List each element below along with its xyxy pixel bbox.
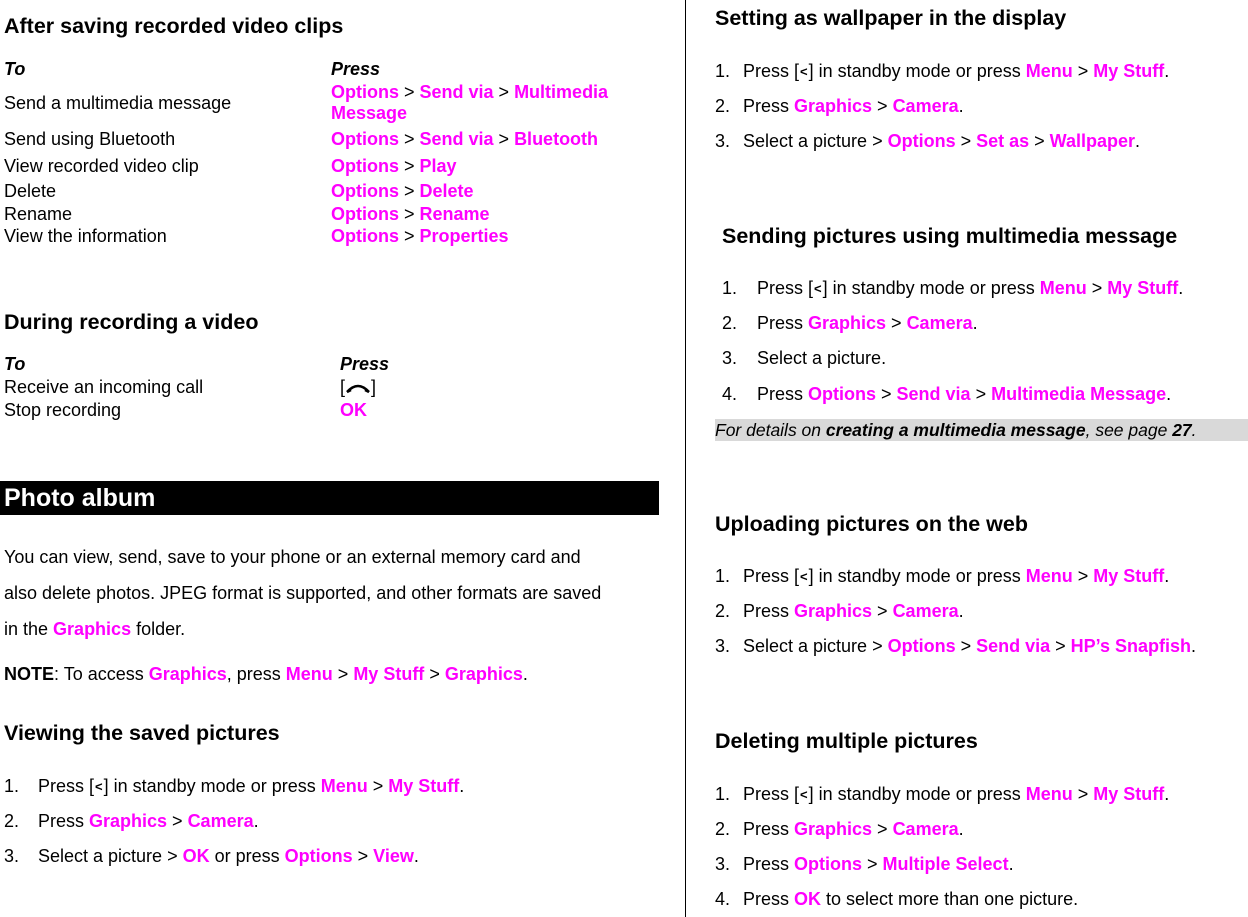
section-title-delete: Deleting multiple pictures <box>715 729 978 753</box>
step-text: Select a picture > Options > Set as > Wallpaper. <box>743 131 1141 151</box>
section-title-after-saving: After saving recorded video clips <box>4 14 344 38</box>
menu-path-item: Camera <box>892 96 959 116</box>
step-text: Select a picture > Options > Send via > HP’s Snapfish. <box>743 636 1197 656</box>
menu-path-item: Options <box>887 131 956 151</box>
step-text: Select a picture. <box>757 348 887 368</box>
menu-path-item: Options <box>331 129 399 149</box>
step-text: Press Graphics > Camera. <box>743 601 964 621</box>
step-text: Press Options > Send via > Multimedia Message. <box>757 384 1172 404</box>
step-number: 3. <box>715 636 731 656</box>
table-row-to: Send a multimedia message <box>4 93 232 113</box>
step-fragment: or press <box>209 846 285 866</box>
table-row-to: Stop recording <box>4 400 122 420</box>
menu-path-item: Graphics <box>794 601 873 621</box>
step-text <box>743 889 1078 910</box>
step-fragment: ] in standby mode or press <box>808 784 1026 804</box>
step-text: Press Graphics > Camera. <box>38 811 259 831</box>
column-divider <box>685 0 686 917</box>
back-key-icon: < <box>95 779 103 794</box>
paragraph-line: also delete photos. JPEG format is supported, and other formats are saved <box>4 583 602 603</box>
step-text: Select a picture > OK or press Options > View. <box>38 846 419 866</box>
menu-path-item: Multimedia <box>514 82 609 102</box>
menu-path-item: HP’s Snapfish <box>1070 636 1192 656</box>
step-fragment: Press <box>757 384 809 404</box>
table-row-press: Options > Send via > Multimedia Message <box>331 82 609 123</box>
menu-path-item: Menu <box>1025 784 1073 804</box>
column-header-to: To <box>4 59 26 79</box>
step-fragment: Press <box>757 313 809 333</box>
step-number: 4. <box>722 384 738 404</box>
note-text: . <box>1191 420 1197 440</box>
menu-path-item: Multiple Select <box>882 854 1009 874</box>
step-fragment: to select more than one picture. <box>821 889 1079 909</box>
menu-path-item: Multimedia Message <box>991 384 1167 404</box>
menu-path-item: Options <box>331 82 399 102</box>
step-fragment: Press [ <box>743 566 800 586</box>
paragraph-line: folder. <box>131 619 186 639</box>
table-row-to: Delete <box>4 181 57 201</box>
menu-path-item: OK <box>340 400 367 420</box>
menu-path-item: My Stuff <box>1107 278 1179 298</box>
menu-path-item: My Stuff <box>388 776 460 796</box>
menu-path-item: Options <box>794 854 863 874</box>
table-row-press: [ ] <box>340 377 377 397</box>
step-number: 1. <box>715 61 731 81</box>
step-number: 3. <box>715 854 731 874</box>
step-fragment: Press <box>743 601 795 621</box>
step-fragment: Press <box>743 854 795 874</box>
table-row-press: Options > Properties <box>331 226 509 246</box>
menu-path-item: Set as <box>976 131 1030 151</box>
step-fragment: Press [ <box>757 278 814 298</box>
menu-path-item: My Stuff <box>353 664 425 684</box>
menu-path-item: Send via <box>896 384 971 404</box>
menu-path-item: Graphics <box>808 313 887 333</box>
menu-path-item: Options <box>331 204 399 224</box>
table-row-press: Options > Send via > Bluetooth <box>331 129 599 149</box>
menu-path-item: Graphics <box>148 664 227 684</box>
step-fragment: Press <box>743 96 795 116</box>
menu-path-item: Graphics <box>444 664 523 684</box>
step-fragment: ] in standby mode or press <box>103 776 321 796</box>
table-row-to: View the information <box>4 226 167 246</box>
step-text: Press Graphics > Camera. <box>743 819 964 839</box>
menu-path-item: Camera <box>187 811 254 831</box>
note-line: NOTE: To access Graphics, press Menu > My Stuff > Graphics. <box>4 664 528 684</box>
menu-path-item: Graphics <box>53 619 132 639</box>
step-number: 1. <box>715 784 731 804</box>
menu-path-item: Properties <box>419 226 509 246</box>
step-fragment: ] in standby mode or press <box>822 278 1040 298</box>
step-number: 2. <box>4 811 20 831</box>
step-number: 1. <box>4 776 20 796</box>
step-number: 3. <box>722 348 738 368</box>
step-fragment: ] in standby mode or press <box>808 61 1026 81</box>
section-title-viewing: Viewing the saved pictures <box>4 721 280 745</box>
step-text: Press Graphics > Camera. <box>757 313 978 333</box>
menu-path-item: Options <box>808 384 877 404</box>
menu-path-item: Camera <box>892 601 959 621</box>
paragraph-line: You can view, send, save to your phone or an external memory card and <box>4 547 581 567</box>
menu-path-item: Camera <box>892 819 959 839</box>
back-key-icon: < <box>800 569 808 584</box>
section-title-upload: Uploading pictures on the web <box>715 512 1028 536</box>
section-title-during-recording: During recording a video <box>4 310 259 334</box>
body-paragraph <box>4 539 601 647</box>
table-row-to: Rename <box>4 204 73 224</box>
step-text: Press Options > Multiple Select. <box>743 854 1014 874</box>
section-bar-photo-album: Photo album <box>0 481 659 515</box>
step-fragment: Select a picture > <box>743 636 888 656</box>
section-title-send-mms: Sending pictures using multimedia message <box>722 224 1178 248</box>
step-text: Press [<] in standby mode or press Menu > My Stuff. <box>38 776 465 796</box>
menu-path-item: Play <box>419 156 457 176</box>
note-text: , press <box>226 664 286 684</box>
menu-path-item: My Stuff <box>1093 61 1165 81</box>
step-number: 2. <box>715 819 731 839</box>
menu-path-item: Graphics <box>794 96 873 116</box>
menu-path-item: Send via <box>419 82 494 102</box>
section-title-wallpaper: Setting as wallpaper in the display <box>715 6 1067 30</box>
step-number: 1. <box>722 278 738 298</box>
menu-path-item: Menu <box>1039 278 1087 298</box>
menu-path-item: Menu <box>320 776 368 796</box>
table-row-to: Send using Bluetooth <box>4 129 176 149</box>
note-text: : To access <box>54 664 149 684</box>
table-row-press <box>340 400 367 421</box>
menu-path-item: Rename <box>419 204 490 224</box>
back-key-icon: < <box>800 787 808 802</box>
page-reference: 27 <box>1172 420 1192 440</box>
menu-path-item: Send via <box>419 129 494 149</box>
menu-path-item: View <box>373 846 414 866</box>
menu-path-item: OK <box>182 846 210 866</box>
menu-path-item: My Stuff <box>1093 784 1165 804</box>
paragraph-line: in the <box>4 619 54 639</box>
step-text: Press Graphics > Camera. <box>743 96 964 116</box>
menu-path-item: Message <box>331 103 408 123</box>
step-number: 3. <box>715 131 731 151</box>
table-row-to: View recorded video clip <box>4 156 199 176</box>
menu-path-item: Send via <box>976 636 1051 656</box>
table-row-to: Receive an incoming call <box>4 377 204 397</box>
menu-path-item: Options <box>331 156 399 176</box>
menu-path-item: OK <box>794 889 822 909</box>
step-fragment: Press <box>743 819 795 839</box>
back-key-icon: < <box>800 64 808 79</box>
note-text: . <box>522 664 528 684</box>
step-fragment: ] in standby mode or press <box>808 566 1026 586</box>
menu-path-item: Bluetooth <box>514 129 599 149</box>
step-number: 2. <box>722 313 738 333</box>
note-label: NOTE <box>4 664 55 684</box>
menu-path-item: Menu <box>1025 61 1073 81</box>
back-key-icon: < <box>814 281 822 296</box>
table-row-press: Options > Play <box>331 156 457 176</box>
menu-path-item: Options <box>331 181 399 201</box>
menu-path-item: Menu <box>1025 566 1073 586</box>
call-key-icon <box>345 382 371 394</box>
step-text: Press [<] in standby mode or press Menu > My Stuff. <box>757 278 1184 298</box>
column-header-press: Press <box>331 59 381 79</box>
table-row-press: Options > Rename <box>331 204 490 224</box>
menu-path-item: Wallpaper <box>1049 131 1136 151</box>
column-header-to: To <box>4 354 26 374</box>
step-fragment: Press [ <box>743 784 800 804</box>
menu-path-item: Delete <box>419 181 474 201</box>
step-fragment: Press [ <box>38 776 95 796</box>
note-text: , see page <box>1085 420 1173 440</box>
cross-reference-note <box>715 419 1248 441</box>
step-fragment: Select a picture > <box>38 846 183 866</box>
menu-path-item: Graphics <box>89 811 168 831</box>
menu-path-item: Graphics <box>794 819 873 839</box>
step-number: 3. <box>4 846 20 866</box>
menu-path-item: My Stuff <box>1093 566 1165 586</box>
step-number: 1. <box>715 566 731 586</box>
step-text: Press [<] in standby mode or press Menu > My Stuff. <box>743 61 1170 81</box>
note-bold-text: creating a multimedia message <box>825 420 1086 440</box>
step-fragment: Select a picture > <box>743 131 888 151</box>
column-header-press: Press <box>340 354 390 374</box>
step-text: Press [<] in standby mode or press Menu > My Stuff. <box>743 566 1170 586</box>
menu-path-item: Options <box>887 636 956 656</box>
step-fragment: Press <box>743 889 795 909</box>
menu-path-item: Options <box>284 846 353 866</box>
step-number: 2. <box>715 96 731 116</box>
step-fragment: Press <box>38 811 90 831</box>
step-text: Press [<] in standby mode or press Menu > My Stuff. <box>743 784 1170 804</box>
table-row-press: Options > Delete <box>331 181 474 201</box>
step-number: 4. <box>715 889 731 909</box>
menu-path-item: Options <box>331 226 399 246</box>
step-number: 2. <box>715 601 731 621</box>
menu-path-item: Menu <box>285 664 333 684</box>
note-text: For details on <box>715 420 826 440</box>
menu-path-item: Camera <box>906 313 973 333</box>
step-fragment: Press [ <box>743 61 800 81</box>
